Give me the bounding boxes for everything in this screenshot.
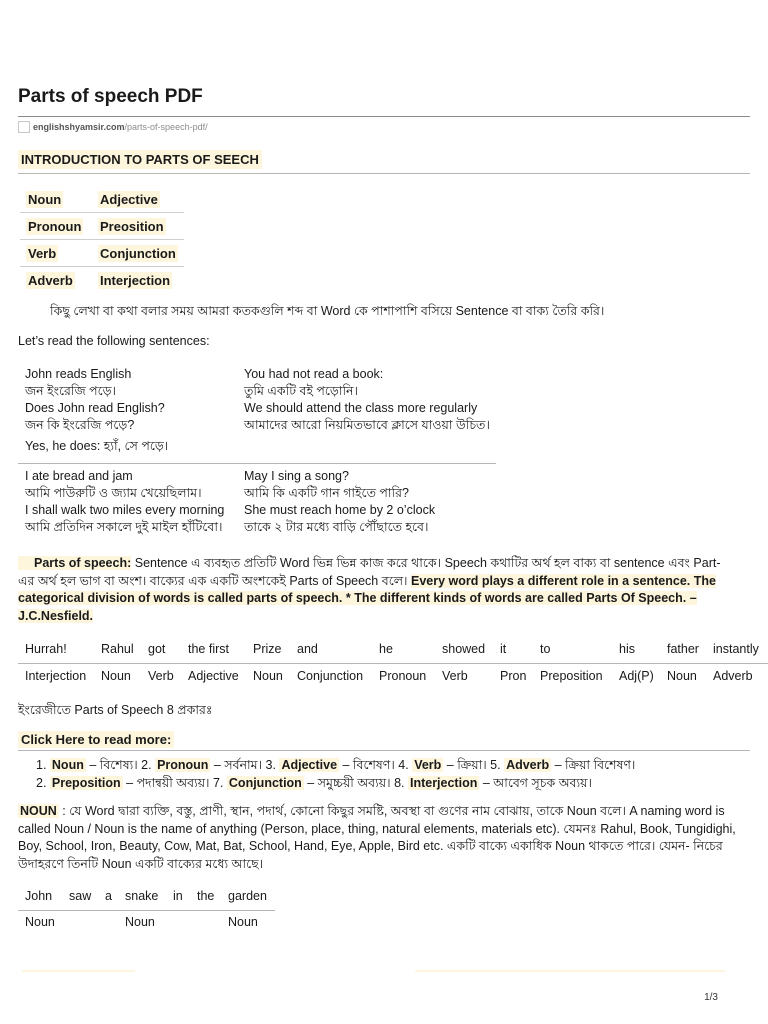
example-line: তুমি একটি বই পড়োনি।	[244, 384, 358, 398]
word-cell: John	[25, 889, 53, 903]
faint-highlight-right	[415, 970, 725, 972]
word-table-divider	[18, 663, 768, 664]
example-block-2-right	[244, 468, 504, 536]
list-item: 1. Noun – বিশেষ্য। 2. Pronoun – সর্বনাম। 3. Adjective – বিশেষণ। 4. Verb – ক্রিয়া। 5. Adverb – ক্রিয়া বিশেষণ।	[36, 758, 636, 772]
tag-cell: Adverb	[713, 669, 753, 683]
table-cell: Interjection	[100, 272, 171, 288]
noun-example-table	[0, 888, 300, 938]
tag-cell: Noun	[228, 915, 258, 929]
click-here-link[interactable]: Click Here to read more:	[18, 731, 174, 748]
tag-cell: Noun	[253, 669, 283, 683]
click-divider	[18, 750, 750, 751]
url-domain[interactable]: englishshyamsir.com	[33, 122, 125, 132]
example-line: Does John read English?	[25, 401, 165, 415]
section-divider	[18, 173, 750, 174]
example-line: জন ইংরেজি পড়ে।	[25, 384, 117, 398]
example-block-1-right	[244, 366, 504, 434]
tag-cell: Noun	[125, 915, 155, 929]
word-cell: a	[105, 889, 112, 903]
example-line: We should attend the class more regularly	[244, 401, 478, 415]
word-cell: he	[379, 642, 393, 656]
tag-cell: Preposition	[540, 669, 603, 683]
example-line: I shall walk two miles every morning	[25, 503, 225, 517]
example-line: আমি পাউরুটি ও জ্যাম খেয়েছিলাম।	[25, 486, 202, 500]
pos-label: Parts of speech:	[18, 556, 131, 570]
faint-highlight-left	[22, 970, 135, 972]
word-cell: snake	[125, 889, 159, 903]
example-line: Yes, he does: হ্যাঁ, সে পড়ে।	[25, 439, 169, 453]
example-line: I ate bread and jam	[25, 469, 133, 483]
word-cell: saw	[69, 889, 92, 903]
tag-cell: Noun	[101, 669, 131, 683]
table-cell: Noun	[28, 191, 62, 207]
list-item: 2. Preposition – পদান্বয়ী অব্যয়। 7. Conjunction – সমুচ্চয়ী অব্যয়। 8. Interjection – আবেগ সূচক অব্যয়।	[36, 776, 592, 790]
table-row	[20, 240, 184, 267]
example-block-1-left	[25, 366, 240, 455]
example-divider	[18, 463, 496, 464]
example-block-2-left	[25, 468, 240, 536]
parts-of-speech-table	[20, 186, 184, 293]
tag-cell: Pronoun	[379, 669, 427, 683]
noun-table-divider	[18, 910, 275, 911]
word-cell: in	[173, 889, 183, 903]
noun-paragraph	[18, 803, 748, 873]
example-line: আমি কি একটি গান গাইতে পারি?	[244, 486, 409, 500]
word-cell: garden	[228, 889, 267, 903]
tag-cell: Pron	[500, 669, 527, 683]
example-line: You had not read a book:	[244, 367, 384, 381]
word-cell: showed	[442, 642, 486, 656]
pos-text: Sentence এ ব্যবহৃত প্রতিটি Word ভিন্ন ভিন্ন কাজ করে থাকে। Speech কথাটির অর্থ হল বাক্য বা sentence এবং Part-এর অর্থ হল ভাগ বা অংশ। বাক্যের এক একটি অংশকেই Parts of Speech বলে।	[18, 556, 721, 588]
table-row	[20, 213, 184, 240]
page-number: 1/3	[704, 992, 718, 1003]
word-cell: father	[667, 642, 699, 656]
word-cell: got	[148, 642, 166, 656]
table-row	[20, 267, 184, 294]
example-line: আমি প্রতিদিন সকালে দুই মাইল হাঁটিবো।	[25, 520, 223, 534]
table-cell: Verb	[28, 245, 57, 261]
link-icon	[18, 121, 30, 133]
word-cell: his	[619, 642, 635, 656]
tag-cell: Noun	[25, 915, 55, 929]
word-cell: Prize	[253, 642, 282, 656]
title-divider	[18, 116, 750, 117]
parts-of-speech-paragraph	[18, 555, 734, 625]
example-line: তাকে ২ টার মধ্যে বাড়ি পৌঁছাতে হবে।	[244, 520, 429, 534]
word-cell: Rahul	[101, 642, 134, 656]
lets-read: Let’s read the following sentences:	[18, 334, 210, 348]
eight-types-line: ইংরেজীতে Parts of Speech 8 প্রকারঃ	[18, 703, 213, 717]
word-cell: the	[197, 889, 215, 903]
table-cell: Conjunction	[100, 245, 176, 261]
word-cell: and	[297, 642, 318, 656]
word-cell: the first	[188, 642, 229, 656]
word-cell: Hurrah!	[25, 642, 67, 656]
pos-bold-text: Every word plays a different role in a sentence. The categorical division of words is called parts of speech. * The different kinds of words are called Parts Of Speech. – J.C.Nesfield.	[18, 573, 716, 623]
example-line: আমাদের আরো নিয়মিতভাবে ক্লাসে যাওয়া উচিত।	[244, 418, 490, 432]
table-cell: Adverb	[28, 272, 73, 288]
example-line: John reads English	[25, 367, 132, 381]
table-cell: Pronoun	[28, 218, 82, 234]
word-cell: instantly	[713, 642, 759, 656]
source-url[interactable]	[18, 121, 208, 133]
url-path[interactable]: /parts-of-speech-pdf/	[124, 122, 208, 132]
word-tag-table	[0, 641, 768, 691]
tag-cell: Interjection	[25, 669, 87, 683]
table-cell: Adjective	[100, 191, 158, 207]
tag-cell: Conjunction	[297, 669, 364, 683]
tag-cell: Adjective	[188, 669, 239, 683]
example-line: জন কি ইংরেজি পড়ে?	[25, 418, 135, 432]
word-cell: it	[500, 642, 507, 656]
table-row	[20, 186, 184, 213]
tag-cell: Verb	[148, 669, 174, 683]
section-heading: INTRODUCTION TO PARTS OF SEECH	[18, 150, 262, 169]
tag-cell: Verb	[442, 669, 468, 683]
noun-label: NOUN	[20, 804, 57, 818]
example-line: May I sing a song?	[244, 469, 349, 483]
tag-cell: Noun	[667, 669, 697, 683]
page-title: Parts of speech PDF	[18, 86, 203, 107]
parts-list	[36, 756, 635, 792]
table-cell: Preosition	[100, 218, 164, 234]
word-cell: to	[540, 642, 551, 656]
intro-bengali: কিছু লেখা বা কথা বলার সময় আমরা কতকগুলি শব্দ বা Word কে পাশাপাশি বসিয়ে Sentence বা বাক্য তৈরি করি।	[50, 304, 605, 318]
tag-cell: Adj(P)	[619, 669, 654, 683]
example-line: She must reach home by 2 o’clock	[244, 503, 436, 517]
noun-text: : যে Word দ্বারা ব্যক্তি, বস্তু, প্রাণী, স্থান, পদার্থ, কোনো কিছুর সমষ্টি, অবস্থা বা গুণের নাম বোঝায়, তাকে Noun বলে। A naming word is called Noun / Noun is the name of anything (Person, place, thing, natural elements, materials etc). যেমনঃ Rahul, Book, Tungidighi, Boy, School, Iron, Beauty, Cow, Mat, Bat, School, Hand, Eye, Apple, Bird etc. একটি বাক্যে একাধিক Noun থাকতে পারে। যেমন- নিচের উদাহরণে তিনটি Noun একটি বাক্যের মধ্যে আছে।	[18, 804, 736, 871]
